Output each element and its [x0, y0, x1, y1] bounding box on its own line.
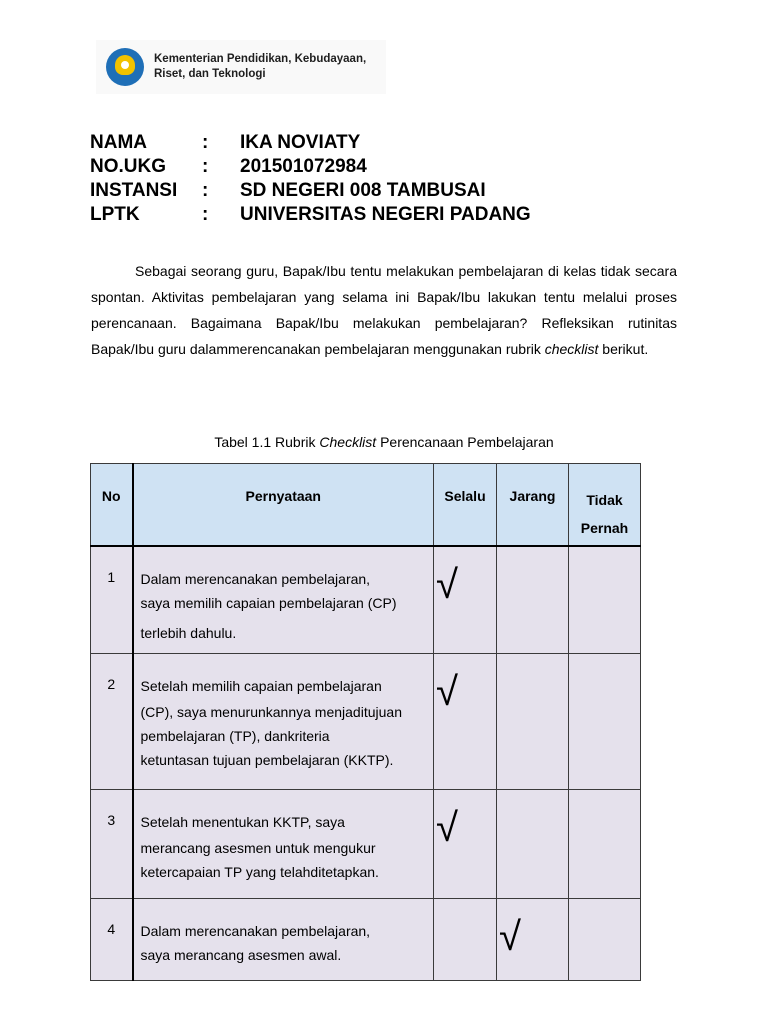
ministry-name-line1: Kementerian Pendidikan, Kebudayaan,	[154, 53, 367, 65]
cell-tidak-pernah[interactable]	[569, 654, 641, 790]
statement-line: terlebih dahulu.	[140, 624, 237, 641]
table-header-row	[91, 464, 641, 546]
intro-text-end: berikut.	[598, 341, 649, 357]
identity-colon: :	[202, 156, 209, 177]
row-statement	[133, 654, 434, 790]
identity-value: SD NEGERI 008 TAMBUSAI	[240, 180, 486, 201]
ministry-logo	[96, 40, 386, 94]
header-pernyataan: Pernyataan	[133, 464, 434, 546]
tut-wuri-handayani-emblem-icon	[106, 48, 144, 86]
caption-italic-term: Checklist	[319, 434, 377, 450]
statement-line: ketercapaian TP yang telahditetapkan.	[140, 864, 379, 880]
cell-selalu[interactable]	[434, 790, 497, 899]
row-number: 3	[91, 790, 133, 899]
header-jarang: Jarang	[497, 464, 569, 546]
cell-tidak-pernah[interactable]	[569, 790, 641, 899]
caption-prefix: Tabel 1.1 Rubrik	[214, 434, 320, 450]
statement-line: ketuntasan tujuan pembelajaran (KKTP).	[140, 752, 394, 768]
cell-jarang[interactable]	[497, 654, 569, 790]
table-row	[91, 546, 641, 654]
row-statement	[133, 899, 434, 981]
statement-line: saya memilih capaian pembelajaran (CP)	[140, 594, 397, 611]
checkmark-icon: √	[436, 562, 458, 607]
row-number: 1	[91, 546, 133, 654]
checklist-table	[90, 463, 641, 981]
cell-jarang[interactable]	[497, 546, 569, 654]
statement-line: pembelajaran (TP), dankriteria	[140, 728, 330, 744]
statement-line: (CP), saya menurunkannya menjaditujuan	[140, 704, 402, 720]
identity-row-nama	[90, 131, 690, 155]
row-statement	[133, 790, 434, 899]
statement-line: Dalam merencanakan pembelajaran,	[140, 923, 371, 939]
identity-row-no-ukg	[90, 155, 690, 179]
identity-label: INSTANSI	[90, 180, 178, 201]
row-number: 4	[91, 899, 133, 981]
intro-paragraph	[91, 258, 677, 362]
table-row	[91, 654, 641, 790]
intro-text: Sebagai seorang guru, Bapak/Ibu tentu melakukan pembelajaran di kelas tidak secara spontan. Aktivitas pembelajaran yang selama ini Bapak/Ibu lakukan tentu melalui proses perencanaan. Bagaimana Bapak/Ibu melakukan pembelajaran? Refleksikan rutinitas Bapak/Ibu guru dalammerencanakan pembelajaran menggunakan rubrik	[91, 263, 677, 357]
table-caption	[91, 434, 677, 450]
identity-value: 201501072984	[240, 156, 367, 177]
header-tidak-line2: Pernah	[580, 520, 629, 536]
identity-colon: :	[202, 132, 209, 153]
identity-colon: :	[202, 180, 209, 201]
identity-label: LPTK	[90, 204, 140, 225]
row-statement	[133, 546, 434, 654]
checkmark-icon: √	[436, 670, 458, 714]
cell-selalu[interactable]	[434, 546, 497, 654]
ministry-name	[154, 52, 366, 82]
identity-colon: :	[202, 204, 209, 225]
caption-suffix: Perencanaan Pembelajaran	[376, 434, 554, 450]
identity-value: IKA NOVIATY	[240, 132, 361, 153]
table-row	[91, 899, 641, 981]
checkmark-icon: √	[499, 915, 521, 959]
cell-selalu[interactable]	[434, 899, 497, 981]
intro-italic-term: checklist	[544, 341, 599, 357]
ministry-name-line2: Riset, dan Teknologi	[154, 68, 266, 80]
table-row	[91, 790, 641, 899]
identity-label: NO.UKG	[90, 156, 166, 177]
identity-label: NAMA	[90, 132, 147, 153]
identity-row-lptk	[90, 203, 690, 227]
cell-tidak-pernah[interactable]	[569, 899, 641, 981]
header-tidak-line1: Tidak	[586, 492, 623, 508]
statement-line: Setelah memilih capaian pembelajaran	[140, 678, 382, 694]
statement-line: merancang asesmen untuk mengukur	[140, 840, 376, 856]
identity-row-instansi	[90, 179, 690, 203]
identity-block	[90, 131, 690, 227]
cell-jarang[interactable]	[497, 899, 569, 981]
cell-selalu[interactable]	[434, 654, 497, 790]
statement-line: Setelah menentukan KKTP, saya	[140, 814, 345, 830]
cell-jarang[interactable]	[497, 790, 569, 899]
header-no: No	[91, 464, 133, 546]
cell-tidak-pernah[interactable]	[569, 546, 641, 654]
statement-line: saya merancang asesmen awal.	[140, 947, 342, 963]
checkmark-icon: √	[436, 806, 458, 850]
header-selalu: Selalu	[434, 464, 497, 546]
statement-line: Dalam merencanakan pembelajaran,	[140, 570, 371, 587]
row-number: 2	[91, 654, 133, 790]
identity-value: UNIVERSITAS NEGERI PADANG	[240, 204, 531, 225]
header-tidak-pernah	[569, 464, 641, 546]
